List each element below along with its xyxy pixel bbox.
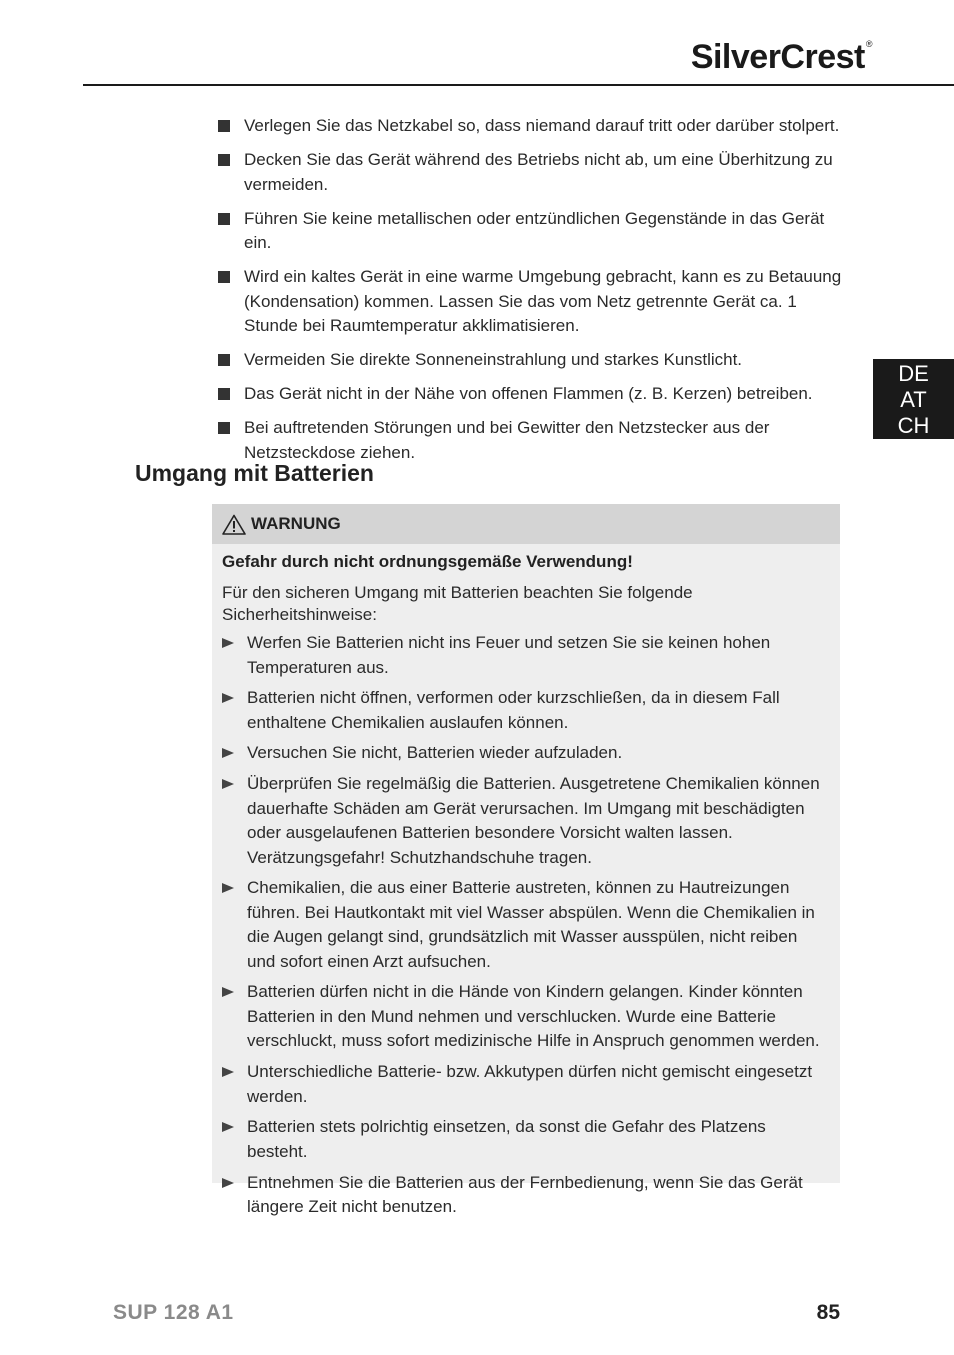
warning-box xyxy=(212,504,840,1216)
arrow-bullet-icon xyxy=(222,1122,234,1132)
header-rule xyxy=(83,84,954,86)
list-item: Verlegen Sie das Netzkabel so, dass niemand darauf tritt oder darüber stolpert. xyxy=(218,114,843,139)
registered-mark: ® xyxy=(865,39,872,49)
arrow-bullet-icon xyxy=(222,779,234,789)
list-item: Vermeiden Sie direkte Sonneneinstrahlung und starkes Kunstlicht. xyxy=(218,348,843,373)
square-bullet-icon xyxy=(218,354,230,366)
brand-logo xyxy=(691,40,872,74)
arrow-bullet-icon xyxy=(222,987,234,997)
arrow-bullet-icon xyxy=(222,1178,234,1188)
list-item: Decken Sie das Gerät während des Betriebs nicht ab, um eine Überhitzung zu vermeiden. xyxy=(218,148,843,197)
lang-at: AT xyxy=(900,387,927,412)
arrow-bullet-icon xyxy=(222,638,234,648)
brand-name: SilverCrest xyxy=(690,38,865,76)
square-bullet-icon xyxy=(218,422,230,434)
arrow-bullet-icon xyxy=(222,883,234,893)
list-item: Versuchen Sie nicht, Batterien wieder aufzuladen. xyxy=(222,741,830,766)
square-bullet-icon xyxy=(218,213,230,225)
page-number: 85 xyxy=(816,1301,840,1324)
list-item: Das Gerät nicht in der Nähe von offenen Flammen (z. B. Kerzen) betreiben. xyxy=(218,382,843,407)
list-item: Werfen Sie Batterien nicht ins Feuer und setzen Sie sie keinen hohen Temperaturen aus. xyxy=(222,631,830,680)
list-item: Batterien nicht öffnen, verformen oder kurzschließen, da in diesem Fall enthaltene Chemikalien auslaufen können. xyxy=(222,686,830,735)
warning-intro: Für den sicheren Umgang mit Batterien beachten Sie folgende Sicherheitshinweise: xyxy=(222,583,693,624)
warning-header xyxy=(212,504,840,544)
section-title: Umgang mit Batterien xyxy=(135,460,374,486)
lang-de: DE xyxy=(898,361,929,386)
warning-subtitle: Gefahr durch nicht ordnungsgemäße Verwendung! xyxy=(222,552,633,571)
warning-list xyxy=(212,631,840,1220)
warning-label: WARNUNG xyxy=(251,514,341,533)
square-bullet-icon xyxy=(218,271,230,283)
lang-ch: CH xyxy=(897,413,930,438)
arrow-bullet-icon xyxy=(222,693,234,703)
arrow-bullet-icon xyxy=(222,748,234,758)
list-item: Batterien dürfen nicht in die Hände von Kindern gelangen. Kinder könnten Batterien in den Mund nehmen und verschlucken. Wurde eine Batterie verschluckt, muss sofort medizinische Hilfe in Anspruch genommen werden. xyxy=(222,980,830,1054)
list-item: Batterien stets polrichtig einsetzen, da sonst die Gefahr des Platzens besteht. xyxy=(222,1115,830,1164)
list-item: Überprüfen Sie regelmäßig die Batterien. Ausgetretene Chemikalien können dauerhafte Schäden am Gerät verursachen. Im Umgang mit beschädigten oder ausgelaufenen Batterien besondere Vorsicht walten lassen. Verätzungsgefahr! Schutzhandschuhe tragen. xyxy=(222,772,830,870)
list-item: Wird ein kaltes Gerät in eine warme Umgebung gebracht, kann es zu Betauung (Kondensation) kommen. Lassen Sie das vom Netz getrennte Gerät ca. 1 Stunde bei Raumtemperatur akklimatisieren. xyxy=(218,265,843,339)
list-item: Chemikalien, die aus einer Batterie austreten, können zu Hautreizungen führen. Bei Hautkontakt mit viel Wasser abspülen. Wenn die Chemikalien in die Augen gelangt sind, grundsätzlich mit Wasser ausspülen, nicht reiben und sofort einen Arzt aufsuchen. xyxy=(222,876,830,974)
list-item: Unterschiedliche Batterie- bzw. Akkutypen dürfen nicht gemischt eingesetzt werden. xyxy=(222,1060,830,1109)
warning-triangle-icon xyxy=(222,514,246,535)
footer-model: SUP 128 A1 xyxy=(113,1301,234,1324)
language-tab xyxy=(873,359,954,439)
square-bullet-icon xyxy=(218,388,230,400)
list-item: Bei auftretenden Störungen und bei Gewitter den Netzstecker aus der Netzsteckdose ziehen. xyxy=(218,416,843,465)
square-bullet-icon xyxy=(218,120,230,132)
list-item: Entnehmen Sie die Batterien aus der Fernbedienung, wenn Sie das Gerät längere Zeit nicht benutzen. xyxy=(222,1171,830,1220)
safety-bullet-list xyxy=(218,114,843,475)
list-item: Führen Sie keine metallischen oder entzündlichen Gegenstände in das Gerät ein. xyxy=(218,207,843,256)
arrow-bullet-icon xyxy=(222,1067,234,1077)
square-bullet-icon xyxy=(218,154,230,166)
